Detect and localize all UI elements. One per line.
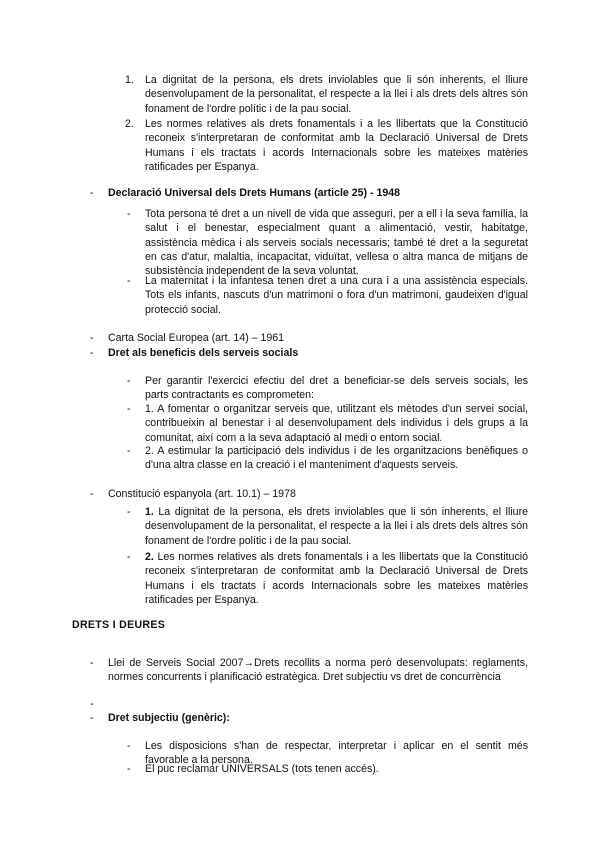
constitucio-line: Constitució espanyola (art. 10.1) – 1978 xyxy=(108,488,296,500)
carta-item-1-text: Per garantir l'exercici efectiu del dret a beneficiar-se dels serveis socials, les parts contractants es comprometen: xyxy=(145,375,528,402)
dudh-bullet: - xyxy=(90,187,94,199)
constitucio-item-1 xyxy=(145,505,528,548)
subjectiu-title: Dret subjectiu (genèric): xyxy=(108,712,230,724)
dudh-title: Declaració Universal dels Drets Humans (article 25) - 1948 xyxy=(108,187,401,199)
constitucio-bullet: - xyxy=(90,488,94,500)
llei-bullet: - xyxy=(90,657,94,669)
dudh-item-2-bullet: - xyxy=(127,275,131,287)
intro-item-1-text: La dignitat de la persona, els drets inviolables que li són inherents, el lliure desenvolupament de la personalitat, el respecte a la llei i als drets dels altres són fonament de l'ordre polític i de la pau social. xyxy=(145,74,528,115)
subjectiu-item-1-text: Les disposicions s'han de respectar, interpretar i aplicar en el sentit més favorable a la persona. xyxy=(145,740,528,767)
carta-line: Carta Social Europea (art. 14) – 1961 xyxy=(108,332,285,344)
constitucio-item-2-text: Les normes relatives als drets fonamentals i a les llibertats que la Constitució reconeix s'interpretaran de conformitat amb la Declaració Universal de Drets Humans i els tractats i acords Internacionals sobre les mateixes matèries ratificades per Espanya. xyxy=(145,551,528,606)
intro-item-1-number: 1. xyxy=(125,74,134,86)
carta-bullet: - xyxy=(90,332,94,344)
subjectiu-item-2-bullet: - xyxy=(127,763,131,775)
intro-item-2-text: Les normes relatives als drets fonamentals i a les llibertats que la Constitució reconeix s'interpretaran de conformitat amb la Declaració Universal de Drets Humans i els tractats i acords Internacionals sobre les mateixes matèries ratificades per Espanya. xyxy=(145,118,528,173)
carta-item-3-bullet: - xyxy=(127,445,131,457)
carta-item-2-bullet: - xyxy=(127,403,131,415)
constitucio-item-1-bullet: - xyxy=(127,506,131,518)
carta-title-bullet: - xyxy=(90,347,94,359)
llei-text: Llei de Serveis Social 2007→Drets recollits a norma però desenvolupats: reglaments, normes concurrents i planificació estratègica. Dret subjectiu vs dret de concurrència xyxy=(108,657,528,684)
subjectiu-bullet: - xyxy=(90,712,94,724)
constitucio-item-1-number: 1. xyxy=(145,506,154,518)
carta-title: Dret als beneficis dels serveis socials xyxy=(108,347,299,359)
carta-item-1-bullet: - xyxy=(127,375,131,387)
subjectiu-item-1-bullet: - xyxy=(127,740,131,752)
constitucio-item-2 xyxy=(145,550,528,607)
dudh-item-1-bullet: - xyxy=(127,208,131,220)
intro-item-2-number: 2. xyxy=(125,118,134,130)
constitucio-item-1-text: La dignitat de la persona, els drets inviolables que li són inherents, el lliure desenvolupament de la personalitat, el respecte a la llei i als drets dels altres són fonament de l'ordre polític i de la pau social. xyxy=(145,506,528,547)
constitucio-item-2-bullet: - xyxy=(127,551,131,563)
dudh-item-2-text: La maternitat i la infantesa tenen dret a una cura i a una assistència especials. Tots els infants, nascuts d'un matrimoni o fora d'un matrimoni, gaudeixen d'igual protecció social. xyxy=(145,275,528,316)
dudh-item-1-text: Tota persona té dret a un nivell de vida que asseguri, per a ell i la seva família, la salut i el benestar, especialment quant a alimentació, vestir, habitatge, assistència mèdica i als serveis socials necessaris; també té dret a la seguretat en cas d'atur, malaltia, incapacitat, viduïtat, vellesa o altra manca de mitjans de subsistència independent de la seva voluntat. xyxy=(145,208,528,278)
section-heading: DRETS I DEURES xyxy=(72,619,166,631)
subjectiu-item-2-text: El puc reclamar UNIVERSALS (tots tenen accés). xyxy=(145,763,379,775)
carta-item-2-text: 1. A fomentar o organitzar serveis que, utilitzant els mètodes d'un servei social, contribueixin al benestar i al desenvolupament dels individus i dels grups a la comunitat, així com a la seva adaptació al medi o entorn social. xyxy=(145,403,528,444)
carta-item-3-text: 2. A estimular la participació dels individus i de les organitzacions benèfiques o d'una altra classe en la creació i el manteniment d'aquests serveis. xyxy=(145,445,528,472)
constitucio-item-2-number: 2. xyxy=(145,551,154,563)
empty-bullet: - xyxy=(90,698,94,710)
